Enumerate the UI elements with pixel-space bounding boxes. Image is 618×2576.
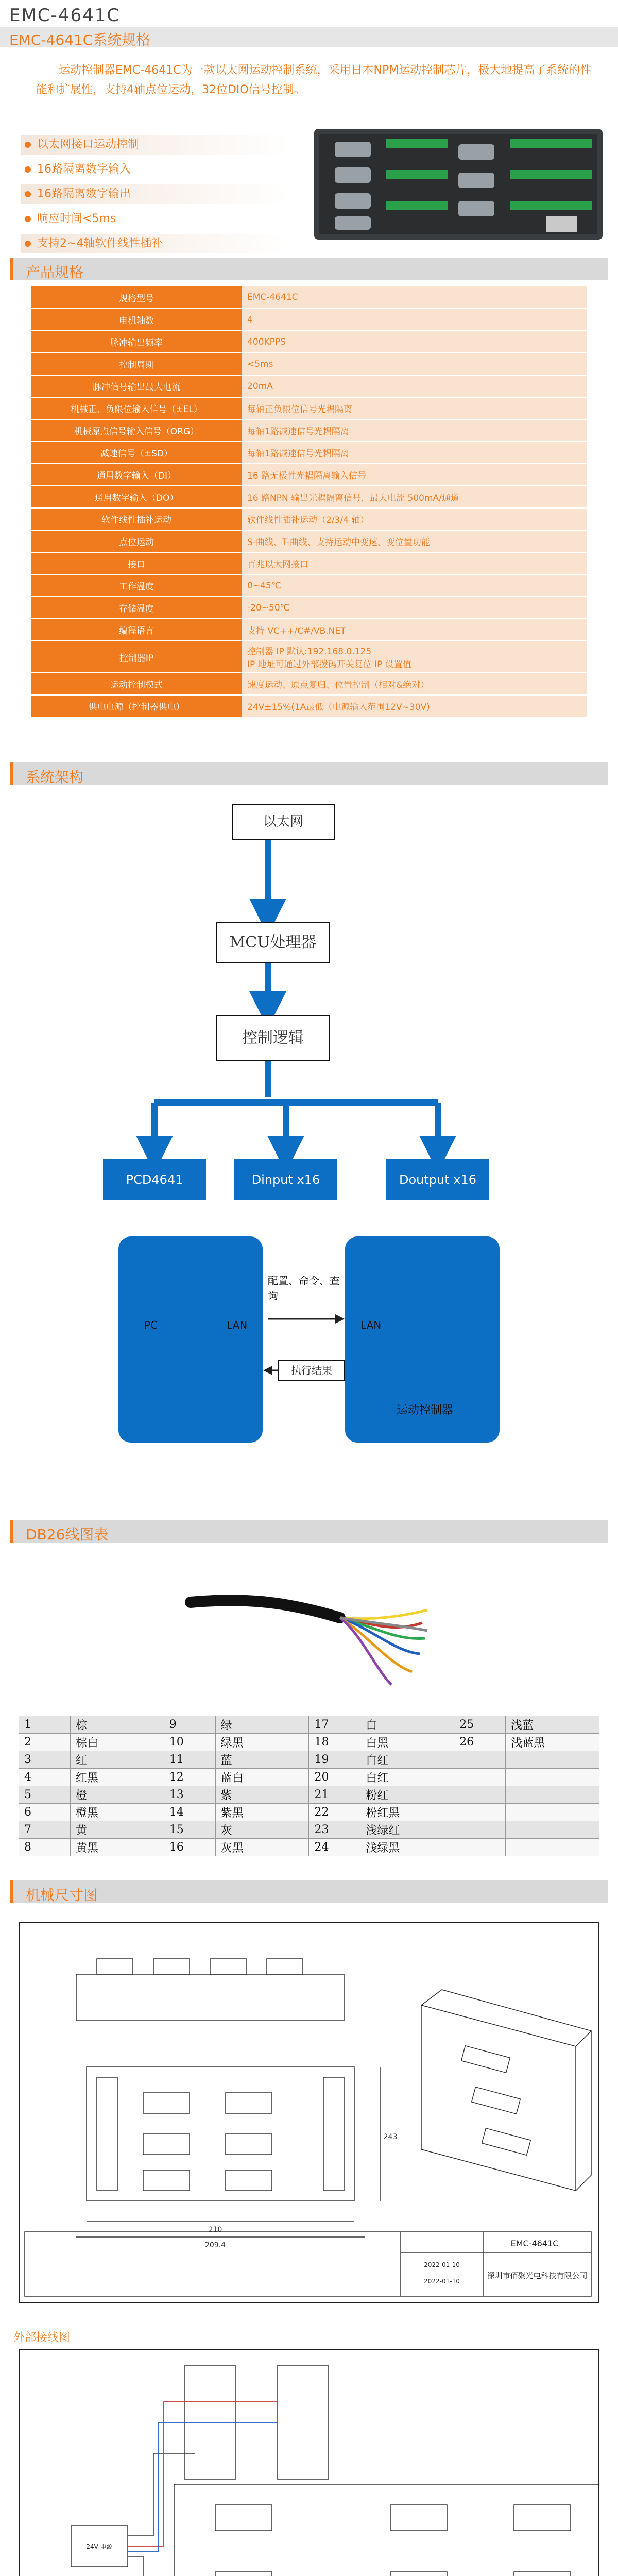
pin-number: 8 bbox=[19, 1839, 71, 1856]
table-row bbox=[19, 1751, 599, 1769]
pin-number: 3 bbox=[19, 1751, 71, 1769]
spec-value: 4 bbox=[242, 309, 587, 331]
wire-color: 浅蓝 bbox=[506, 1716, 599, 1734]
cable-section-header bbox=[10, 1520, 608, 1543]
pcd-box: PCD4641 bbox=[103, 1159, 206, 1200]
pin-number: 20 bbox=[309, 1769, 360, 1786]
spec-row bbox=[31, 673, 587, 695]
pin-number: 17 bbox=[309, 1716, 360, 1734]
spec-row bbox=[31, 574, 587, 597]
wire-color: 绿黑 bbox=[215, 1734, 309, 1751]
pin-number: 7 bbox=[19, 1821, 71, 1839]
architecture-diagram bbox=[0, 793, 618, 1494]
spec-row bbox=[31, 353, 587, 375]
feature-label: 响应时间<5ms bbox=[37, 212, 116, 225]
intro-paragraph: 运动控制器EMC-4641C为一款以太网运动控制系统，采用日本NPM运动控制芯片，极大地提高了系统的性能和扩展性，支持4轴点位运动，32位DIO信号控制。 bbox=[36, 64, 592, 96]
pin-number: 25 bbox=[454, 1716, 506, 1734]
table-row bbox=[19, 1769, 599, 1786]
spec-key: 点位运动 bbox=[31, 530, 242, 552]
product-name: EMC-4641C bbox=[9, 5, 121, 26]
pin-number: 14 bbox=[164, 1804, 215, 1821]
pin-number: 1 bbox=[19, 1716, 71, 1734]
section-title: 系统架构 bbox=[26, 769, 84, 786]
bullet-icon bbox=[25, 191, 31, 197]
spec-row bbox=[31, 641, 587, 673]
table-row bbox=[19, 1839, 599, 1856]
pin-number: 23 bbox=[309, 1821, 360, 1839]
spec-value: -20~50℃ bbox=[242, 597, 587, 619]
spec-key: 规格型号 bbox=[31, 286, 242, 309]
section-title: DB26线图表 bbox=[26, 1526, 109, 1543]
wire-color bbox=[506, 1751, 599, 1769]
spec-value: 16 路无极性光耦隔离输入信号 bbox=[242, 464, 587, 486]
wire-color bbox=[506, 1786, 599, 1804]
wire-color bbox=[506, 1821, 599, 1839]
spec-row bbox=[31, 419, 587, 442]
feature-label: 支持2~4轴软件线性插补 bbox=[37, 237, 163, 250]
wire-color: 灰 bbox=[215, 1821, 309, 1839]
table-row bbox=[19, 1734, 599, 1751]
wire-color: 紫 bbox=[215, 1786, 309, 1804]
wire-color: 橙 bbox=[70, 1786, 164, 1804]
pin-number: 5 bbox=[19, 1786, 71, 1804]
pin-number: 12 bbox=[164, 1769, 215, 1786]
titleblock-company: 深圳市佰聚光电科技有限公司 bbox=[487, 2271, 588, 2280]
subtitle-band bbox=[0, 27, 618, 47]
wire-color: 蓝 bbox=[215, 1751, 309, 1769]
wiring-diagram-svg bbox=[20, 2350, 598, 2576]
controller-label: 运动控制器 bbox=[397, 1404, 454, 1417]
mcu-box: MCU处理器 bbox=[216, 922, 330, 963]
spec-value: 24V±15%(1A最低（电源输入范围12V~30V) bbox=[242, 695, 587, 717]
pin-number bbox=[454, 1769, 506, 1786]
feature-item bbox=[21, 160, 288, 179]
spec-value: 软件线性插补运动（2/3/4 轴） bbox=[242, 508, 587, 530]
spec-key: 机械正、负限位输入信号（±EL） bbox=[31, 397, 242, 419]
spec-row bbox=[31, 286, 587, 309]
pin-number: 11 bbox=[164, 1751, 215, 1769]
db26-wire-table bbox=[19, 1716, 599, 1856]
wire-color: 棕白 bbox=[70, 1734, 164, 1751]
feature-label: 16路隔离数字输出 bbox=[37, 188, 131, 200]
spec-key: 电机轴数 bbox=[31, 309, 242, 331]
wire-color: 白红 bbox=[360, 1769, 454, 1786]
spec-value: 400KPPS bbox=[242, 331, 587, 353]
controller-board-photo bbox=[304, 124, 608, 242]
wire-color: 白 bbox=[360, 1716, 454, 1734]
spec-value: 每轴1路减速信号光耦隔离 bbox=[242, 442, 587, 464]
pin-number: 22 bbox=[309, 1804, 360, 1821]
architecture-section-header bbox=[10, 762, 608, 785]
wire-color: 灰黑 bbox=[215, 1839, 309, 1856]
feature-item bbox=[21, 209, 288, 229]
wire-color: 红 bbox=[70, 1751, 164, 1769]
spec-key: 供电电源（控制器供电） bbox=[31, 695, 242, 717]
dinput-box: Dinput x16 bbox=[234, 1159, 337, 1200]
dim-label: 243 bbox=[383, 2133, 398, 2141]
wire-color: 黄黑 bbox=[70, 1839, 164, 1856]
wire-color: 浅绿黑 bbox=[360, 1839, 454, 1856]
pin-number bbox=[454, 1804, 506, 1821]
wire-color: 蓝白 bbox=[215, 1769, 309, 1786]
wire-color: 白黑 bbox=[360, 1734, 454, 1751]
pin-number bbox=[454, 1786, 506, 1804]
feature-label: 以太网接口运动控制 bbox=[37, 138, 140, 151]
arrow-top-label: 配置、命令、查询 bbox=[268, 1275, 340, 1302]
pin-number: 10 bbox=[164, 1734, 215, 1751]
spec-row bbox=[31, 552, 587, 574]
spec-value: 16 路NPN 输出光耦隔离信号，最大电流 500mA/通道 bbox=[242, 486, 587, 508]
spec-row bbox=[31, 486, 587, 508]
spec-row bbox=[31, 508, 587, 530]
spec-row bbox=[31, 331, 587, 353]
wire-color bbox=[506, 1769, 599, 1786]
dim-label: 210 bbox=[208, 2226, 222, 2234]
wire-color: 粉红黑 bbox=[360, 1804, 454, 1821]
wire-color: 浅蓝黑 bbox=[506, 1734, 599, 1751]
pin-number: 2 bbox=[19, 1734, 71, 1751]
spec-section-header bbox=[10, 258, 608, 280]
wire-color: 黄 bbox=[70, 1821, 164, 1839]
bullet-icon bbox=[25, 142, 31, 148]
table-row bbox=[19, 1786, 599, 1804]
wire-color: 红黑 bbox=[70, 1769, 164, 1786]
wire-color: 棕 bbox=[70, 1716, 164, 1734]
spec-row bbox=[31, 695, 587, 717]
pin-number bbox=[454, 1751, 506, 1769]
pin-number: 18 bbox=[309, 1734, 360, 1751]
spec-value: 每轴正负限位信号光耦隔离 bbox=[242, 397, 587, 419]
spec-key: 存储温度 bbox=[31, 597, 242, 619]
wire-color: 紫黑 bbox=[215, 1804, 309, 1821]
pin-number bbox=[454, 1821, 506, 1839]
spec-value: S-曲线、T-曲线、支持运动中变速、变位置功能 bbox=[242, 530, 587, 552]
spec-row bbox=[31, 530, 587, 552]
wire-color: 绿 bbox=[215, 1716, 309, 1734]
spec-row bbox=[31, 619, 587, 641]
pin-number: 16 bbox=[164, 1839, 215, 1856]
pc-label: PC bbox=[144, 1319, 158, 1331]
table-row bbox=[19, 1821, 599, 1839]
logic-box: 控制逻辑 bbox=[216, 1015, 330, 1061]
lan-left-label: LAN bbox=[227, 1319, 248, 1331]
wire-color: 浅绿红 bbox=[360, 1821, 454, 1839]
arrow-bottom-label: 执行结果 bbox=[278, 1360, 345, 1381]
section-title: 产品规格 bbox=[26, 264, 84, 281]
pin-number: 21 bbox=[309, 1786, 360, 1804]
spec-value: 百兆以太网接口 bbox=[242, 552, 587, 574]
pin-number: 19 bbox=[309, 1751, 360, 1769]
spec-value: 速度运动、原点复归、位置控制（相对&绝对） bbox=[242, 673, 587, 695]
pin-number: 26 bbox=[454, 1734, 506, 1751]
pin-number: 6 bbox=[19, 1804, 71, 1821]
pin-number: 9 bbox=[164, 1716, 215, 1734]
spec-key: 控制器IP bbox=[31, 641, 242, 673]
bullet-icon bbox=[25, 241, 31, 247]
dim-label: 209.4 bbox=[204, 2241, 226, 2249]
spec-row bbox=[31, 464, 587, 486]
mechanical-drawing-svg bbox=[20, 1923, 598, 2302]
spec-row bbox=[31, 375, 587, 397]
spec-value: 每轴1路减速信号光耦隔离 bbox=[242, 419, 587, 442]
spec-value: EMC-4641C bbox=[242, 286, 587, 309]
spec-row bbox=[31, 397, 587, 419]
spec-key: 接口 bbox=[31, 552, 242, 574]
spec-key: 脉冲输出频率 bbox=[31, 331, 242, 353]
wire-color bbox=[506, 1839, 599, 1856]
spec-key: 机械原点信号输入信号（ORG） bbox=[31, 419, 242, 442]
psu-label: 24V 电源 bbox=[86, 2543, 113, 2550]
spec-key: 编程语言 bbox=[31, 619, 242, 641]
feature-item bbox=[21, 234, 288, 253]
spec-row bbox=[31, 309, 587, 331]
spec-key: 控制周期 bbox=[31, 353, 242, 375]
spec-value: 控制器 IP 默认:192.168.0.125 IP 地址可通过外部拨码开关复位 IP 设置值 bbox=[242, 641, 587, 673]
pin-number: 13 bbox=[164, 1786, 215, 1804]
spec-table bbox=[31, 286, 587, 718]
spec-row bbox=[31, 597, 587, 619]
wire-color bbox=[506, 1804, 599, 1821]
spec-key: 减速信号（±SD） bbox=[31, 442, 242, 464]
spec-key: 通用数字输入（DI） bbox=[31, 464, 242, 486]
table-row bbox=[19, 1716, 599, 1734]
spec-key: 运动控制模式 bbox=[31, 673, 242, 695]
pin-number bbox=[454, 1839, 506, 1856]
titleblock-model: EMC-4641C bbox=[510, 2239, 559, 2248]
doutput-box: Doutput x16 bbox=[386, 1159, 489, 1200]
bullet-icon bbox=[25, 166, 31, 173]
wire-color: 白红 bbox=[360, 1751, 454, 1769]
feature-label: 16路隔离数字输入 bbox=[37, 163, 131, 176]
ethernet-box: 以太网 bbox=[232, 804, 335, 840]
pin-number: 24 bbox=[309, 1839, 360, 1856]
wiring-section-title: 外部接线图 bbox=[13, 2331, 71, 2344]
wire-color: 粉红 bbox=[360, 1786, 454, 1804]
titleblock-date: 2022-01-10 bbox=[424, 2261, 460, 2268]
feature-item bbox=[21, 184, 288, 204]
spec-key: 软件线性插补运动 bbox=[31, 508, 242, 530]
spec-value: <5ms bbox=[242, 353, 587, 375]
titleblock-date: 2022-01-10 bbox=[424, 2278, 460, 2285]
feature-item bbox=[21, 135, 288, 155]
mechanical-section-header bbox=[10, 1880, 608, 1903]
spec-key: 脉冲信号输出最大电流 bbox=[31, 375, 242, 397]
subtitle: EMC-4641C系统规格 bbox=[9, 31, 151, 48]
db26-cable-image bbox=[185, 1561, 433, 1695]
lan-right-label: LAN bbox=[360, 1319, 382, 1331]
section-title: 机械尺寸图 bbox=[26, 1887, 98, 1904]
mechanical-drawing bbox=[19, 1922, 599, 2303]
wiring-diagram-1 bbox=[19, 2349, 599, 2576]
pin-number: 15 bbox=[164, 1821, 215, 1839]
pin-number: 4 bbox=[19, 1769, 71, 1786]
table-row bbox=[19, 1804, 599, 1821]
spec-key: 工作温度 bbox=[31, 574, 242, 597]
spec-key: 通用数字输入（DO） bbox=[31, 486, 242, 508]
spec-value: 20mA bbox=[242, 375, 587, 397]
wire-color: 橙黑 bbox=[70, 1804, 164, 1821]
spec-value: 0~45℃ bbox=[242, 574, 587, 597]
spec-row bbox=[31, 442, 587, 464]
bullet-icon bbox=[25, 216, 31, 222]
spec-value: 支持 VC++/C#/VB.NET bbox=[242, 619, 587, 641]
